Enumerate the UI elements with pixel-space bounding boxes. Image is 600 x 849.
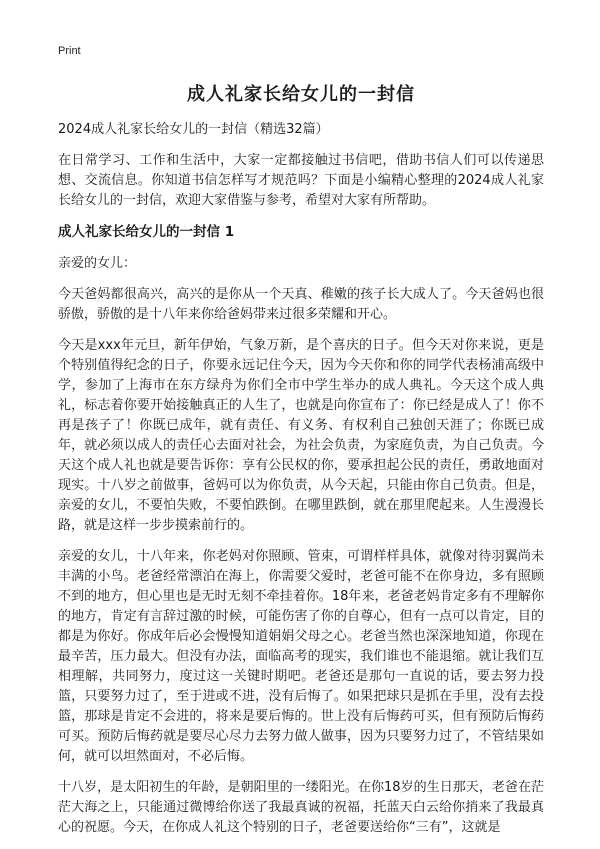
intro-paragraph: 在日常学习、工作和生活中，大家一定都接触过书信吧，借助书信人们可以传递思想、交流信息。你知道书信怎样写才规范吗？下面是小编精心整理的2024成人礼家长给女儿的一封信，欢迎大家借鉴与参考，希望对大家有所帮助。: [58, 153, 544, 208]
paragraph-3: 亲爱的女儿，十八年来，你老妈对你照顾、管束，可谓样样具体，就像对待羽翼尚未丰满的小鸟。老爸经常漂泊在海上，你需要父爱时，老爸可能不在你身边，多有照顾不到的地方，但心里也是无时无刻不牵挂着你。18年来，老爸老妈肯定多有不理解你的地方，肯定有言辞过激的时候，可能伤害了你的自尊心，但有一点可以肯定，目的都是为你好。你成年后必会慢慢知道娟娟父母之心。老爸当然也深深地知道，你现在最辛苦，压力最大。但没有办法，面临高考的现实，我们谁也不能退缩。就让我们互相理解，共同努力，度过这一关键时期吧。老爸还是那句一直说的话，要去努力投篮，只要努力过了，至于进或不进，没有后悔了。如果把球只是抓在手里，没有去投篮，那球是肯定不会进的，将来是要后悔的。世上没有后悔药可买，但有预防后悔药可买。预防后悔药就是要尽心尽力去努力做人做事，因为只要努力过了，不管结果如何，就可以坦然面对，不必后悔。: [58, 549, 544, 764]
section-heading: 成人礼家长给女儿的一封信 1: [58, 224, 235, 240]
document-title: 成人礼家长给女儿的一封信: [187, 84, 415, 105]
paragraph-1: 今天爸妈都很高兴，高兴的是你从一个天真、稚嫩的孩子长大成人了。今天爸妈也很骄傲，骄傲的是十八年来你给爸妈带来过很多荣耀和开心。: [58, 287, 544, 322]
document-body: [58, 120, 544, 849]
document-subtitle: 2024成人礼家长给女儿的一封信（精选32篇）: [58, 122, 329, 137]
paragraph-2: 今天是xxx年元旦，新年伊始，气象万新，是个喜庆的日子。但今天对你来说，更是个特别值得纪念的日子，你要永远记住今天，因为今天你和你的同学代表杨浦高级中学，参加了上海市在东方绿舟为你们全市中学生举办的成人典礼。今天这个成人典礼，标志着你要开始接触真正的人生了，也就是向你宣布了：你已经是成人了！你不再是孩子了！你既已成年，就有责任、有义务、有权利自己独创天涯了；你既已成年，就必须以成人的责任心去面对社会，为社会负责，为家庭负责，为自己负责。今天这个成人礼也就是要告诉你：享有公民权的你，要承担起公民的责任，勇敢地面对现实。十八岁之前做事，爸妈可以为你负责，从今天起，只能由你自己负责。但是，亲爱的女儿，不要怕失败，不要怕跌倒。在哪里跌倒，就在那里爬起来。人生漫漫长路，就是这样一步步摸索前行的。: [58, 338, 544, 533]
greeting: 亲爱的女儿：: [58, 256, 137, 271]
paragraph-4: 十八岁，是太阳初生的年龄，是朝阳里的一缕阳光。在你18岁的生日那天，老爸在茫茫大海之上，只能通过微博给你送了我最真诚的祝福，托蓝天白云给你捎来了我最真心的祝愿。今天，在你成人礼这个特别的日子，老爸要送给你“三有”，这就是: [58, 780, 544, 835]
print-label: Print: [58, 45, 81, 57]
